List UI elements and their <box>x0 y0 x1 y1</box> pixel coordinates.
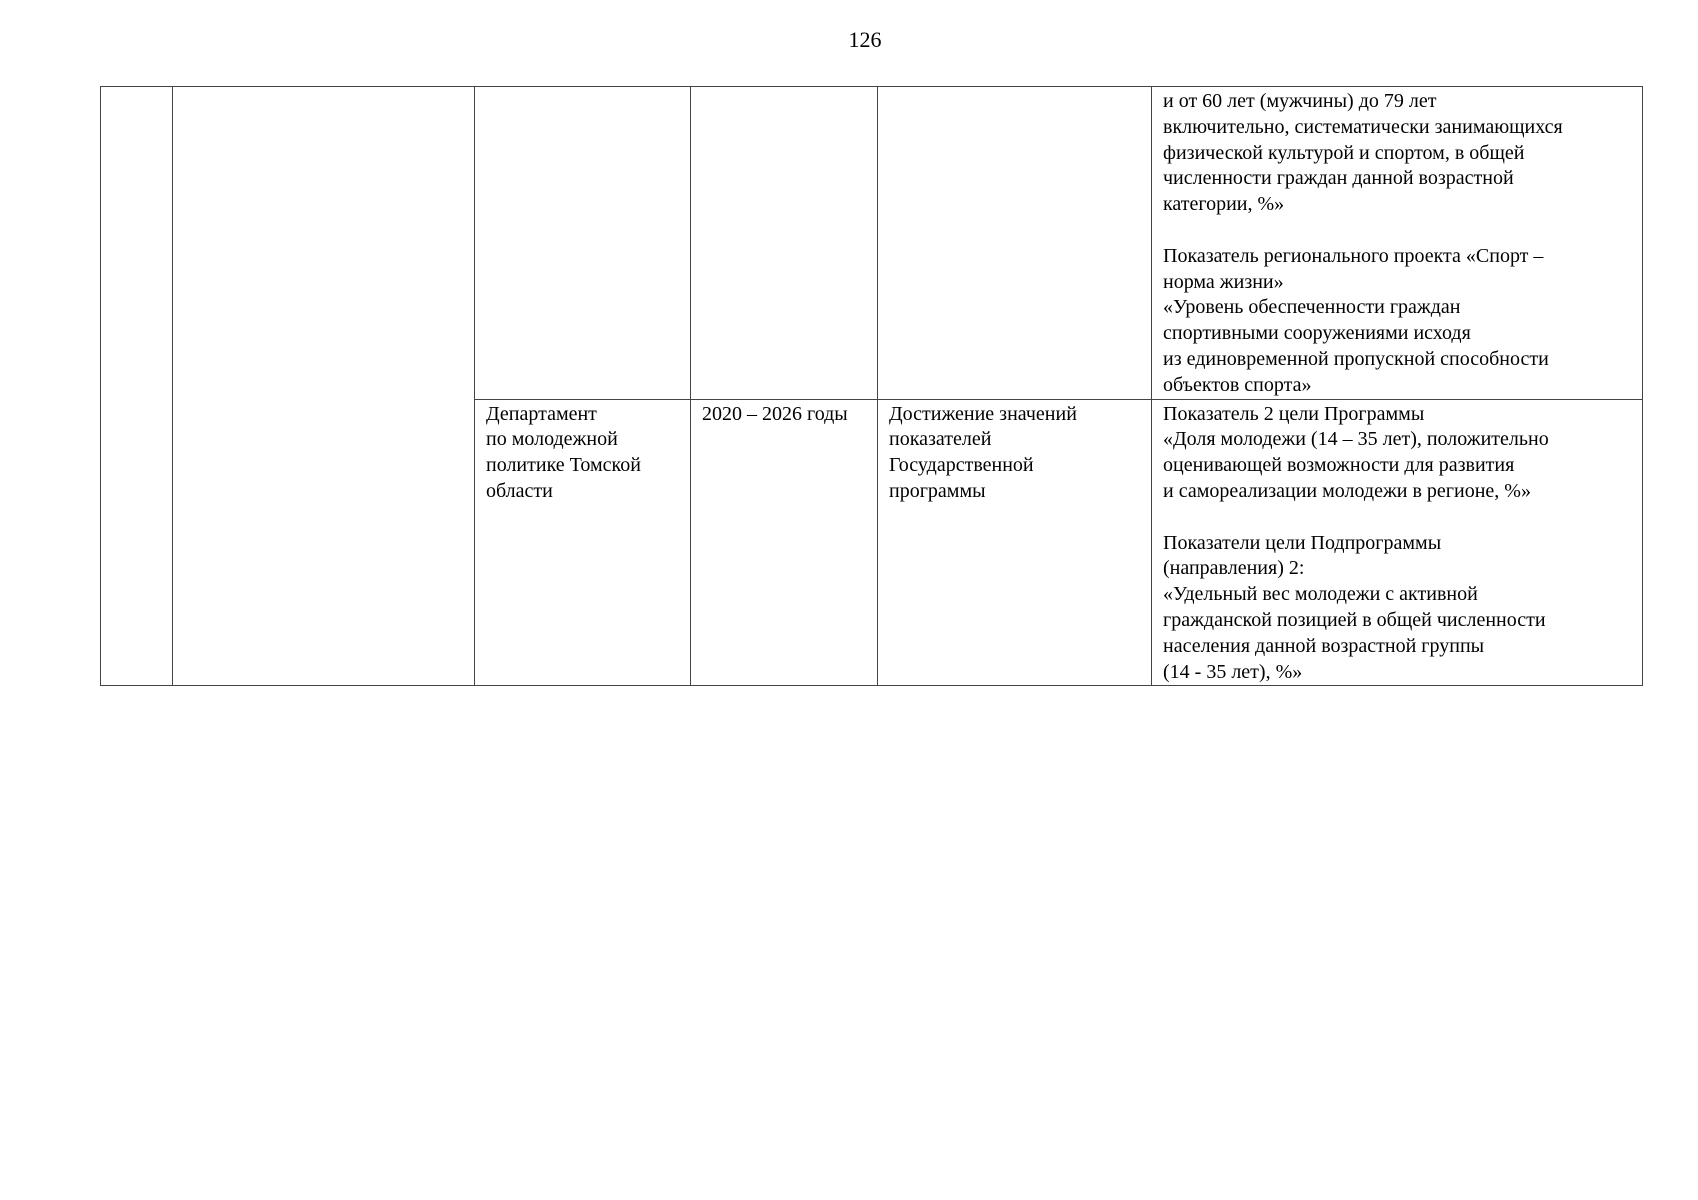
table-row <box>101 87 1643 400</box>
indicators-cell <box>1152 87 1643 400</box>
subprogram-cell <box>173 87 475 686</box>
period-cell <box>691 399 878 686</box>
period-cell <box>691 87 878 400</box>
indicators-cell <box>1152 399 1643 686</box>
number-cell <box>101 87 173 686</box>
page-number: 126 <box>848 27 882 52</box>
task-cell <box>878 87 1152 400</box>
task-cell <box>878 399 1152 686</box>
executor-text: Департамент по молодежной политике Томской области <box>486 402 641 502</box>
task-text: Достижение значений показателей Государственной программы <box>889 402 1077 502</box>
executor-cell <box>475 399 691 686</box>
executor-cell <box>475 87 691 400</box>
period-text: 2020 – 2026 годы <box>702 402 848 425</box>
indicators-text: Показатель 2 цели Программы «Доля молодежи (14 – 35 лет), положительно оценивающей возможности для развития и самореализации молодежи в регионе, %» Показатели цели Подпрограммы (направления) 2: «Удельный вес молодежи с активной гражданской позицией в общей численности населения данной возрастной группы (14 - 35 лет), %» <box>1163 402 1549 683</box>
indicators-text: и от 60 лет (мужчины) до 79 лет включительно, систематически занимающихся физической культурой и спортом, в общей численности граждан данной возрастной категории, %» Показатель регионального проекта «Спорт – норма жизни» «Уровень обеспеченности граждан спортивными сооружениями исходя из единовременной пропускной способности объектов спорта» <box>1163 90 1563 396</box>
program-indicators-table <box>100 86 1643 686</box>
